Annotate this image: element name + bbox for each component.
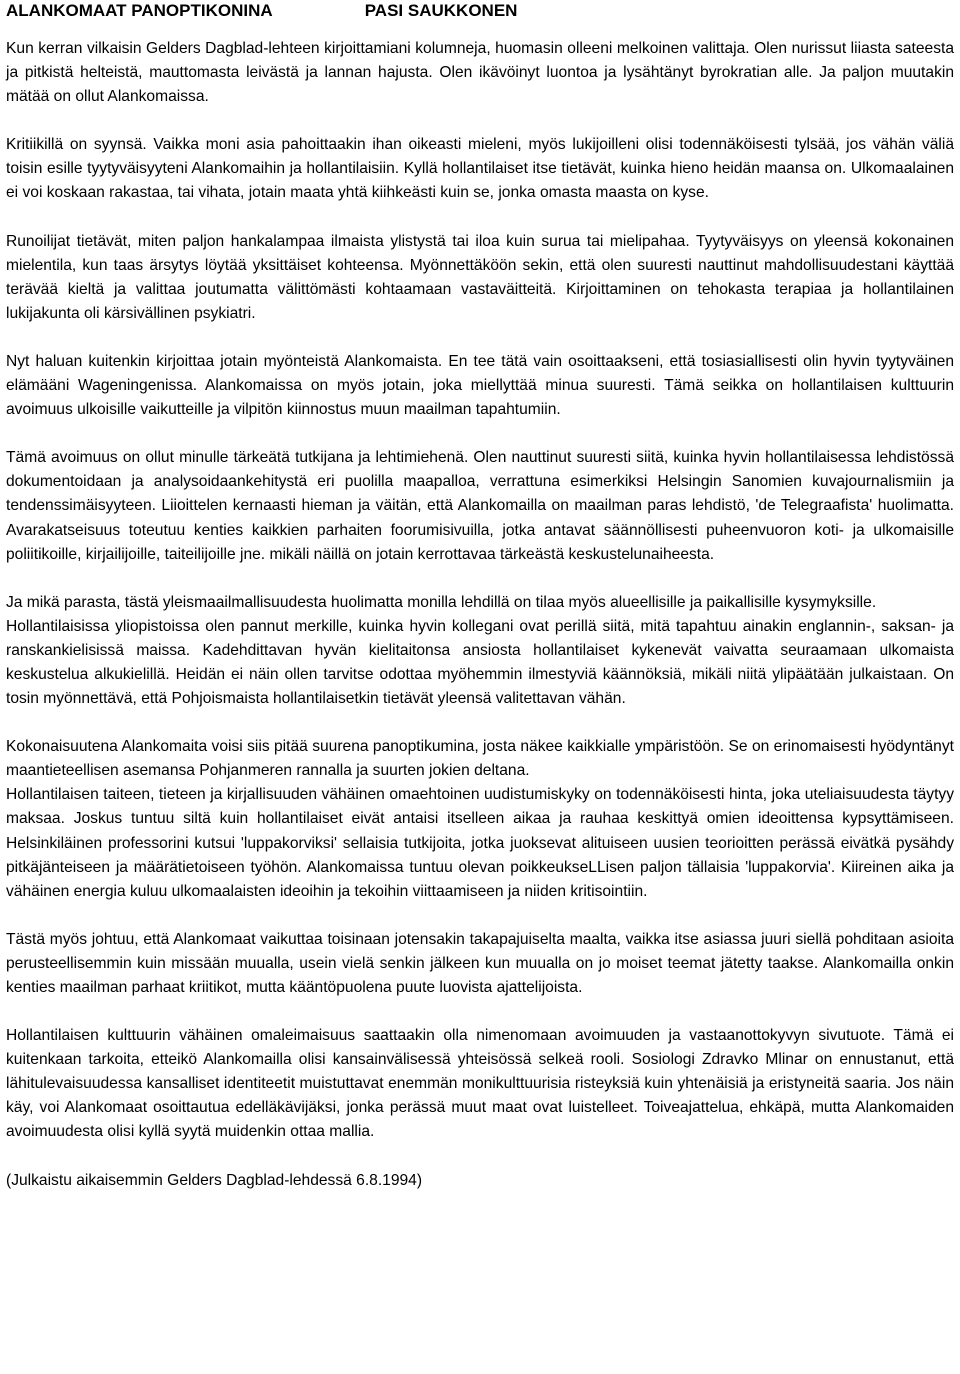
article-author: PASI SAUKKONEN <box>364 1 518 20</box>
paragraph: Tästä myös johtuu, että Alankomaat vaikuttaa toisinaan jotensakin takapajuiselta maalta, vaikka itse asiassa juuri siellä pohditaan asioita perusteellisemmin kuin missään muualla, usein vielä senkin jälkeen kun muualla on jo moiset teemat jätetty taakse. Alankomailla onkin kenties maailman parhaat kriitikot, mutta kääntöpuolena puute luovista ajattelijoista. <box>6 930 954 996</box>
paragraph: Kokonaisuutena Alankomaita voisi siis pitää suurena panoptikumina, josta näkee kaikkialle ympäristöön. Se on erinomaisesti hyödyntänyt maantieteellisen asemansa Pohjanmeren rannalla ja suurten jokien deltana. <box>6 738 954 780</box>
paragraph: Tämä avoimuus on ollut minulle tärkeätä tutkijana ja lehtimiehenä. Olen nauttinut suuresti siitä, kuinka hyvin hollantilaisessa lehdistössä dokumentoidaan ja analysoidaankehitystä eri puolilla maapalloa, verrattuna esimerkiksi Helsingin Sanomien kuvajournalismiin ja tendenssimäisyyteen. Liioittelen kernaasti hieman ja väitän, että Alankomailla on maailman paras lehdistö, 'de Telegraafista' huolimatta. Avarakatseisuus toteutuu kenties kaikkien parhaiten foorumisivuilla, jotka antavat säännöllisesti puheenvuoron koti- ja ulkomaisille poliitikoille, kirjailijoille, taiteilijoille jne. mikäli näillä on jotain kerrottavaa tärkeästä keskustelunaiheesta. <box>6 449 954 563</box>
paragraph: Runoilijat tietävät, miten paljon hankalampaa ilmaista ylistystä tai iloa kuin surua tai mielipahaa. Tyytyväisyys on yleensä kokonainen mielentila, kun taas ärsytys löytää yksittäiset kohteensa. Myönnettäköön sekin, että olen suuresti nauttinut mahdollisuudestani käyttää terävää kieltä ja valittaa joutumatta välittömästi kohtaamaan vastaväitteitä. Kirjoittaminen on tehokasta terapiaa ja hollantilainen lukijakunta oli kärsivällinen psykiatri. <box>6 232 954 322</box>
document-header <box>6 0 517 22</box>
paragraph: Hollantilaisissa yliopistoissa olen pannut merkille, kuinka hyvin kollegani ovat perillä siitä, mitä tapahtuu ainakin englannin-, saksan- ja ranskankielisissä maissa. Kadehdittavan hyvän kielitaitonsa ansiosta hollantilaiset kykenevät vaivatta seuraamaan ulkomaista keskustelua alkukielillä. Heidän ei näin ollen tarvitse odottaa myöhemmin ilmestyviä käännöksiä, mikäli niitä ylipäätään julkaistaan. On tosin myönnettävä, että Pohjoismaista hollantilaisetkin tietävät yleensä valitettavan vähän. <box>6 617 954 708</box>
article-title: ALANKOMAAT PANOPTIKONINA <box>6 1 273 20</box>
paragraph: Nyt haluan kuitenkin kirjoittaa jotain myönteistä Alankomaista. En tee tätä vain osoittaakseni, että tosiasiallisesti olin hyvin tyytyväinen elämääni Wageningenissa. Alankomaissa on myös jotain, joka miellyttää minua suuresti. Tämä seikka on hollantilaisen kulttuurin avoimuus ulkoisille vaikutteille ja vilpitön kiinnostus muun maailman tapahtumiin. <box>6 352 954 419</box>
paragraph: Ja mikä parasta, tästä yleismaailmallisuudesta huolimatta monilla lehdillä on tilaa myös alueellisille ja paikallisille kysymyksille. <box>6 593 877 611</box>
paragraph: Kun kerran vilkaisin Gelders Dagblad-lehteen kirjoittamiani kolumneja, huomasin olleeni melkoinen valittaja. Olen nurissut liiasta sateesta ja pitkistä helteistä, mauttomasta leivästä ja lannan hajusta. Olen ikävöinyt luontoa ja lysähtänyt byrokratian alle. Ja paljon muutakin mätää on ollut Alankomaissa. <box>6 40 954 106</box>
paragraph: Kritiikillä on syynsä. Vaikka moni asia pahoittaakin ihan oikeasti mieleni, myös lukijoilleni olisi todennäköisesti tylsää, jos vähän väliä toisin esille tyytyväisyyteni Alankomaihin ja hollantilaisiin. Kyllä hollantilaiset itse tietävät, kuinka hieno heidän maansa on. Ulkomaalainen ei voi koskaan rakastaa, tai vihata, jotain maata yhtä kiihkeästi kuin se, jonka omasta maasta on kyse. <box>6 136 954 202</box>
publication-note: (Julkaistu aikaisemmin Gelders Dagblad-lehdessä 6.8.1994) <box>6 1171 423 1189</box>
paragraph: Hollantilaisen kulttuurin vähäinen omaleimaisuus saattaakin olla nimenomaan avoimuuden ja vastaanottokyvyn sivutuote. Tämä ei kuitenkaan tarkoita, etteikö Alankomailla olisi kansainvälisessä yhteisössä selkeä rooli. Sosiologi Zdravko Mlinar on ennustanut, että lähitulevaisuudessa kansalliset identiteetit muistuttavat enemmän monikulttuurisia risteyksiä kuin yhtenäisiä ja eristyneitä saaria. Jos näin käy, voi Alankomaat osoittautua edelläkävijäksi, jonka perässä muut maat ovat luistelleet. Toiveajattelua, ehkäpä, mutta Alankomaiden avoimuudesta olisi kyllä syytä muidenkin ottaa mallia. <box>6 1027 954 1141</box>
paragraph: Hollantilaisen taiteen, tieteen ja kirjallisuuden vähäinen omaehtoinen uudistumiskyky on todennäköisesti hinta, joka uteliaisuudesta täytyy maksaa. Joskus tuntuu siltä kuin hollantilaiset eivät antaisi itselleen aikaa ja rauhaa keskittyä omien ideoittensa kypsyttämiseen. Helsinkiläinen professorini kutsui 'luppakorviksi' sellaisia tutkijoita, jotka juoksevat alituiseen uusien teorioitten perässä eivätkä pysähdy pitkäjänteiseen ja määrätietoiseen työhön. Alankomaissa tuntuu olevan poikkeukseLLisen paljon tällaisia 'luppakorvia'. Kiireinen aika ja vähäinen energia kuluu ulkomaalaisten ideoihin ja tekoihin viittaamiseen ja niiden kritisointiin. <box>6 786 954 900</box>
article-body <box>6 37 954 1193</box>
